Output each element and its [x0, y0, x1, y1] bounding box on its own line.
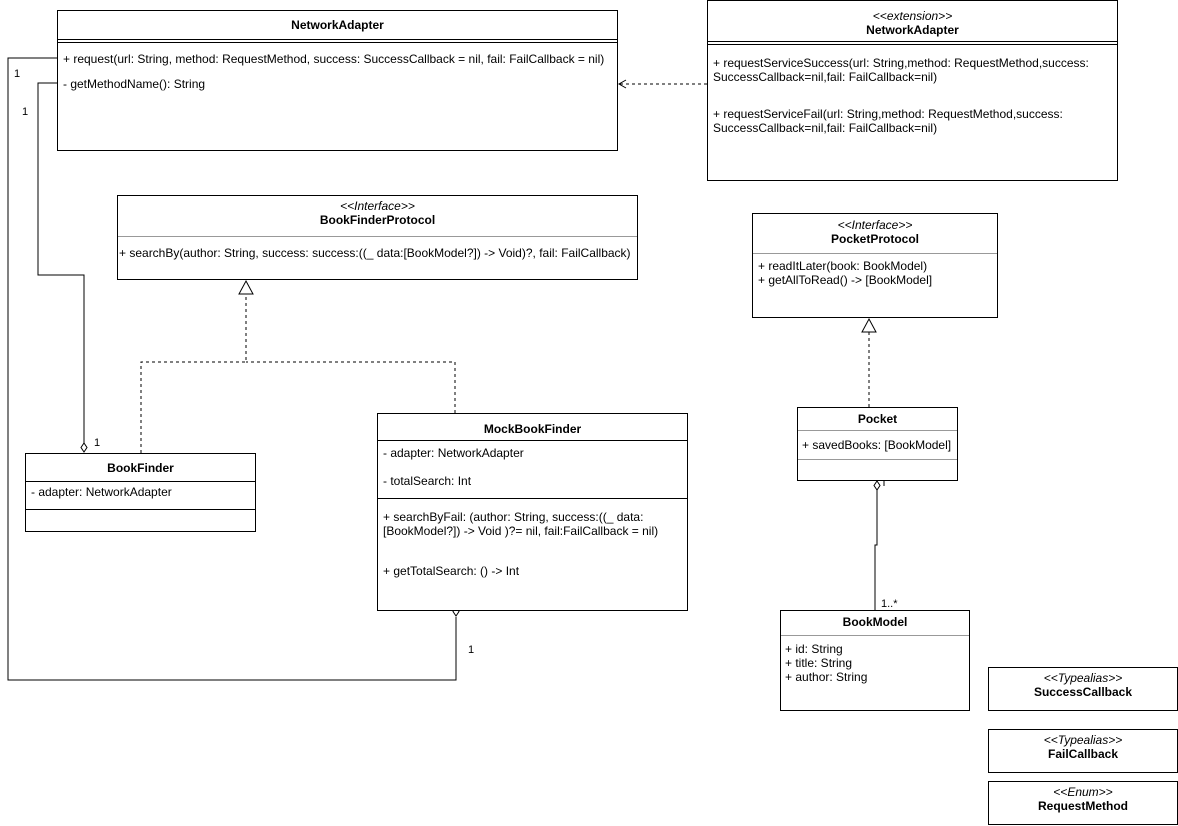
class-operation: + searchBy(author: String, success: success:((_ data:[BookModel?]) -> Void)?, fail: FailCallback) — [119, 246, 631, 260]
interface-book-finder-protocol — [117, 195, 638, 280]
stereotype-label: <<Interface>> — [340, 199, 415, 213]
class-name: Pocket — [857, 412, 898, 426]
class-pocket — [797, 407, 958, 481]
class-name: PocketProtocol — [830, 232, 920, 246]
class-book-model — [780, 610, 970, 711]
class-name: NetworkAdapter — [866, 23, 959, 37]
class-attribute: + id: String — [785, 642, 843, 656]
aggregation-diamond-pocket — [874, 481, 880, 490]
class-network-adapter-extension — [707, 0, 1118, 181]
class-network-adapter — [57, 10, 618, 151]
class-name: MockBookFinder — [483, 422, 582, 436]
class-attribute: + title: String — [785, 656, 853, 670]
aggregation-diamond-bookfinder — [81, 443, 87, 452]
class-operation: + getTotalSearch: () -> Int — [383, 564, 520, 578]
multiplicity-label: 1..* — [881, 598, 898, 610]
realization-line-mockbookfinder — [246, 362, 455, 413]
class-operation: + requestServiceFail(url: String,method: RequestMethod,success: SuccessCallback=nil,fail: FailCallback=nil) — [713, 107, 1063, 135]
stereotype-label: <<Typealias>> — [1043, 671, 1123, 685]
multiplicity-label: 1 — [468, 644, 475, 656]
class-name: BookFinder — [107, 461, 174, 475]
class-operation: - getMethodName(): String — [63, 77, 206, 91]
typealias-fail-callback — [988, 729, 1178, 773]
realization-arrowhead-bookfinderprotocol — [239, 281, 253, 294]
realization-line-bookfinder — [141, 294, 246, 453]
class-operation: + readItLater(book: BookModel) — [758, 259, 928, 273]
class-attribute: - adapter: NetworkAdapter — [383, 446, 524, 460]
class-name: SuccessCallback — [1033, 685, 1133, 699]
class-name: RequestMethod — [1038, 799, 1128, 813]
stereotype-label: <<extension>> — [872, 9, 953, 23]
stereotype-label: <<Typealias>> — [1043, 733, 1123, 747]
aggregation-line-pocket-bookmodel — [875, 490, 877, 610]
interface-pocket-protocol — [752, 213, 998, 318]
multiplicity-label: 1 — [22, 106, 29, 118]
multiplicity-label: 1 — [14, 68, 21, 80]
class-operation: + searchByFail: (author: String, success:((_ data: [BookModel?]) -> Void )?= nil, fail:FailCallback = nil) — [383, 510, 659, 538]
class-name: BookFinderProtocol — [319, 213, 436, 227]
stereotype-label: <<Enum>> — [1053, 785, 1113, 799]
realization-arrowhead-pocketprotocol — [862, 319, 876, 332]
class-attribute: + author: String — [785, 670, 868, 684]
multiplicity-label: 1 — [94, 437, 101, 449]
class-operation: + request(url: String, method: RequestMethod, success: SuccessCallback = nil, fail: FailCallback = nil) — [63, 52, 605, 66]
enum-request-method — [988, 781, 1178, 825]
class-name: FailCallback — [1047, 747, 1119, 761]
class-mock-book-finder — [377, 413, 688, 611]
class-attribute: + savedBooks: [BookModel] — [802, 438, 952, 452]
class-name: NetworkAdapter — [291, 18, 384, 32]
stereotype-label: <<Interface>> — [837, 218, 913, 232]
class-name: BookModel — [842, 615, 908, 629]
class-book-finder — [25, 453, 256, 532]
class-operation: + requestServiceSuccess(url: String,method: RequestMethod,success: SuccessCallback=nil,fail: FailCallback=nil) — [713, 56, 1089, 84]
class-attribute: - adapter: NetworkAdapter — [31, 485, 172, 499]
class-operation: + getAllToRead() -> [BookModel] — [758, 273, 933, 287]
class-attribute: - totalSearch: Int — [383, 474, 472, 488]
typealias-success-callback — [988, 667, 1178, 711]
